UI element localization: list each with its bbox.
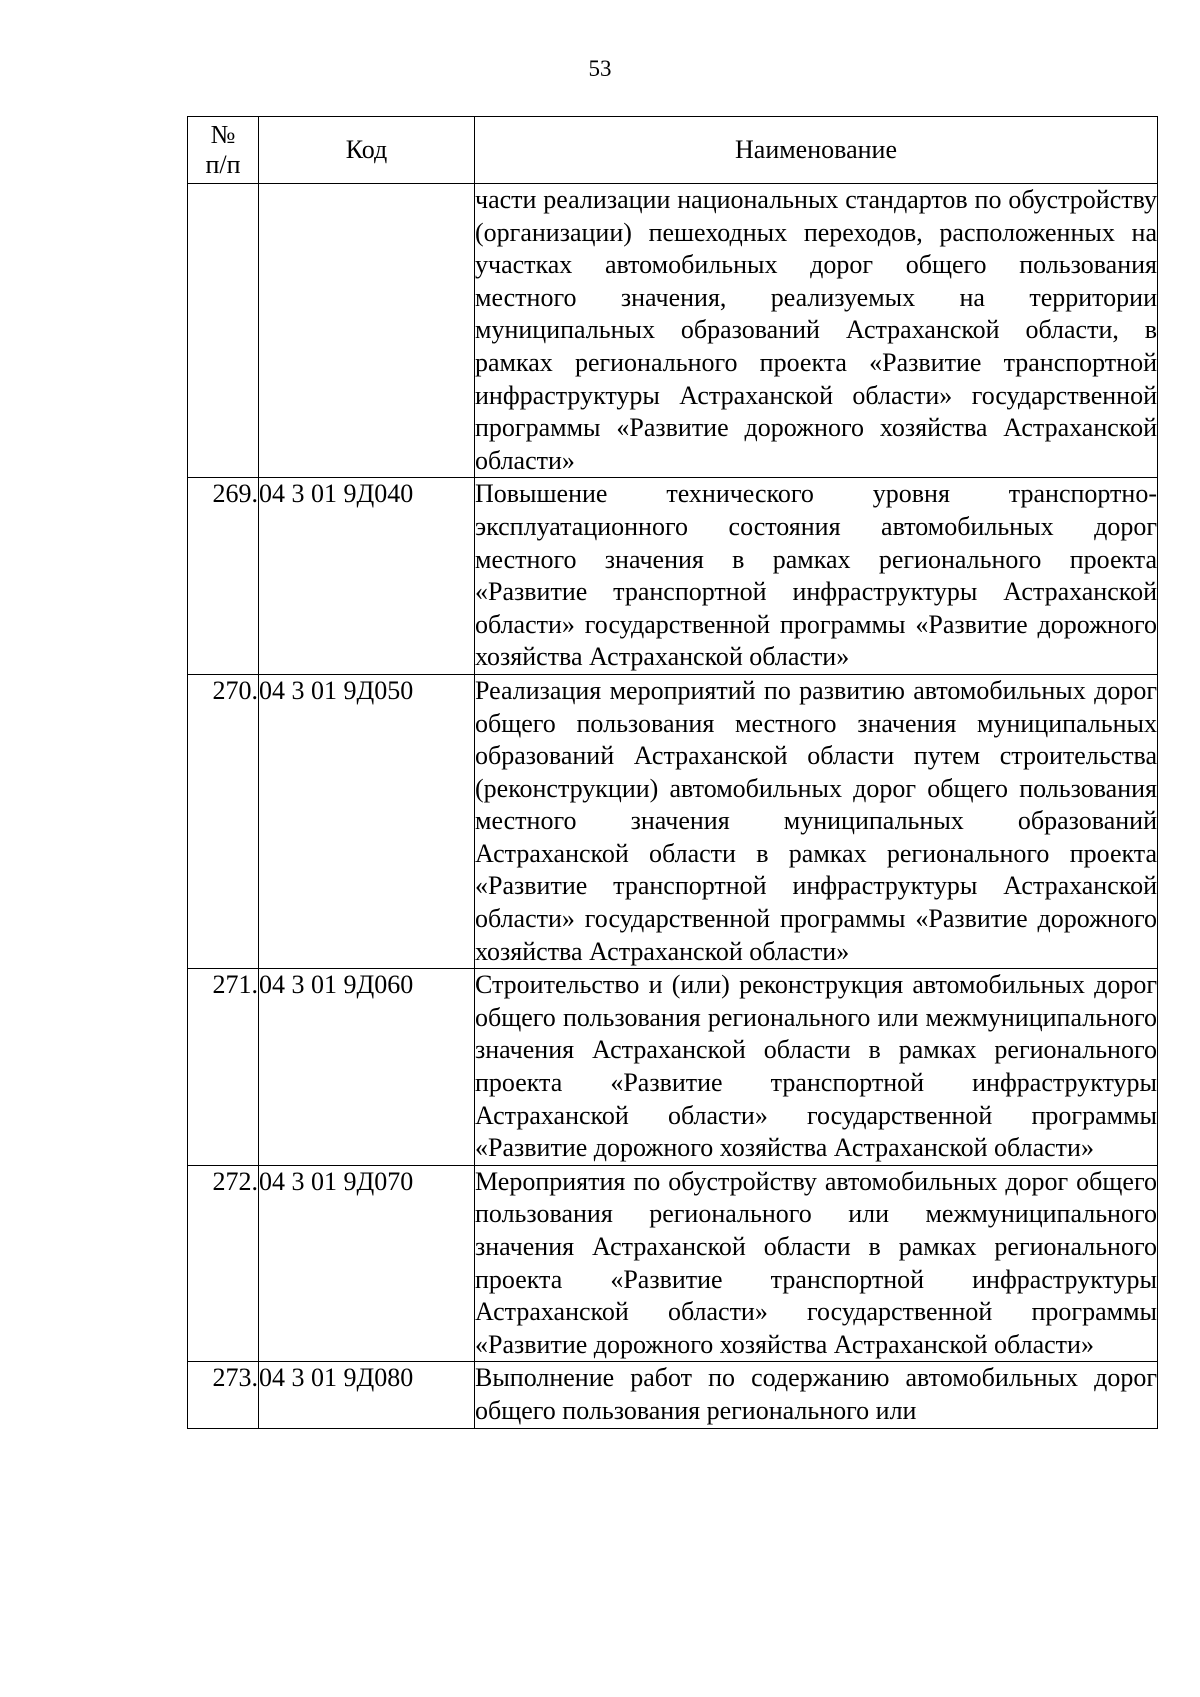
table-header-row — [188, 117, 1158, 184]
row-name: части реализации национальных стандартов по обустройству (организации) пешеходных переходов, расположенных на участках автомобильных дорог общего пользования местного значения, реализуемых на территории муниципальных образований Астраханской области, в рамках регионального проекта «Развитие транспортной инфраструктуры Астраханской области» государственной программы «Развитие дорожного хозяйства Астраханской области» — [475, 184, 1158, 478]
row-code: 04 3 01 9Д070 — [259, 1165, 475, 1362]
table-row — [188, 969, 1158, 1166]
header-number-abbr: п/п — [205, 150, 241, 179]
table-row — [188, 1165, 1158, 1362]
table-row — [188, 184, 1158, 478]
row-name: Мероприятия по обустройству автомобильных дорог общего пользования регионального или межмуниципального значения Астраханской области в рамках регионального проекта «Развитие транспортной инфраструктуры Астраханской области» государственной программы «Развитие дорожного хозяйства Астраханской области» — [475, 1165, 1158, 1362]
row-code: 04 3 01 9Д040 — [259, 478, 475, 675]
row-number: 269. — [188, 478, 259, 675]
row-name: Выполнение работ по содержанию автомобильных дорог общего пользования регионального или — [475, 1362, 1158, 1428]
header-code: Код — [259, 117, 475, 184]
row-number: 270. — [188, 674, 259, 968]
row-name: Повышение технического уровня транспортно-эксплуатационного состояния автомобильных дорог местного значения в рамках регионального проекта «Развитие транспортной инфраструктуры Астраханской области» государственной программы «Развитие дорожного хозяйства Астраханской области» — [475, 478, 1158, 675]
row-code: 04 3 01 9Д080 — [259, 1362, 475, 1428]
header-name: Наименование — [475, 117, 1158, 184]
row-code — [259, 184, 475, 478]
row-number: 272. — [188, 1165, 259, 1362]
row-code: 04 3 01 9Д060 — [259, 969, 475, 1166]
row-name: Реализация мероприятий по развитию автомобильных дорог общего пользования местного значения муниципальных образований Астраханской области путем строительства (реконструкции) автомобильных дорог общего пользования местного значения муниципальных образований Астраханской области в рамках регионального проекта «Развитие транспортной инфраструктуры Астраханской области» государственной программы «Развитие дорожного хозяйства Астраханской области» — [475, 674, 1158, 968]
row-code: 04 3 01 9Д050 — [259, 674, 475, 968]
row-number: 273. — [188, 1362, 259, 1428]
row-number — [188, 184, 259, 478]
row-number: 271. — [188, 969, 259, 1166]
row-name: Строительство и (или) реконструкция автомобильных дорог общего пользования регионального или межмуниципального значения Астраханской области в рамках регионального проекта «Развитие транспортной инфраструктуры Астраханской области» государственной программы «Развитие дорожного хозяйства Астраханской области» — [475, 969, 1158, 1166]
header-number — [188, 117, 259, 184]
page-number: 53 — [588, 56, 612, 81]
table-row — [188, 674, 1158, 968]
table-row — [188, 478, 1158, 675]
header-number-sign: № — [210, 120, 236, 149]
table-row — [188, 1362, 1158, 1428]
budget-classification-table — [187, 116, 1158, 1429]
